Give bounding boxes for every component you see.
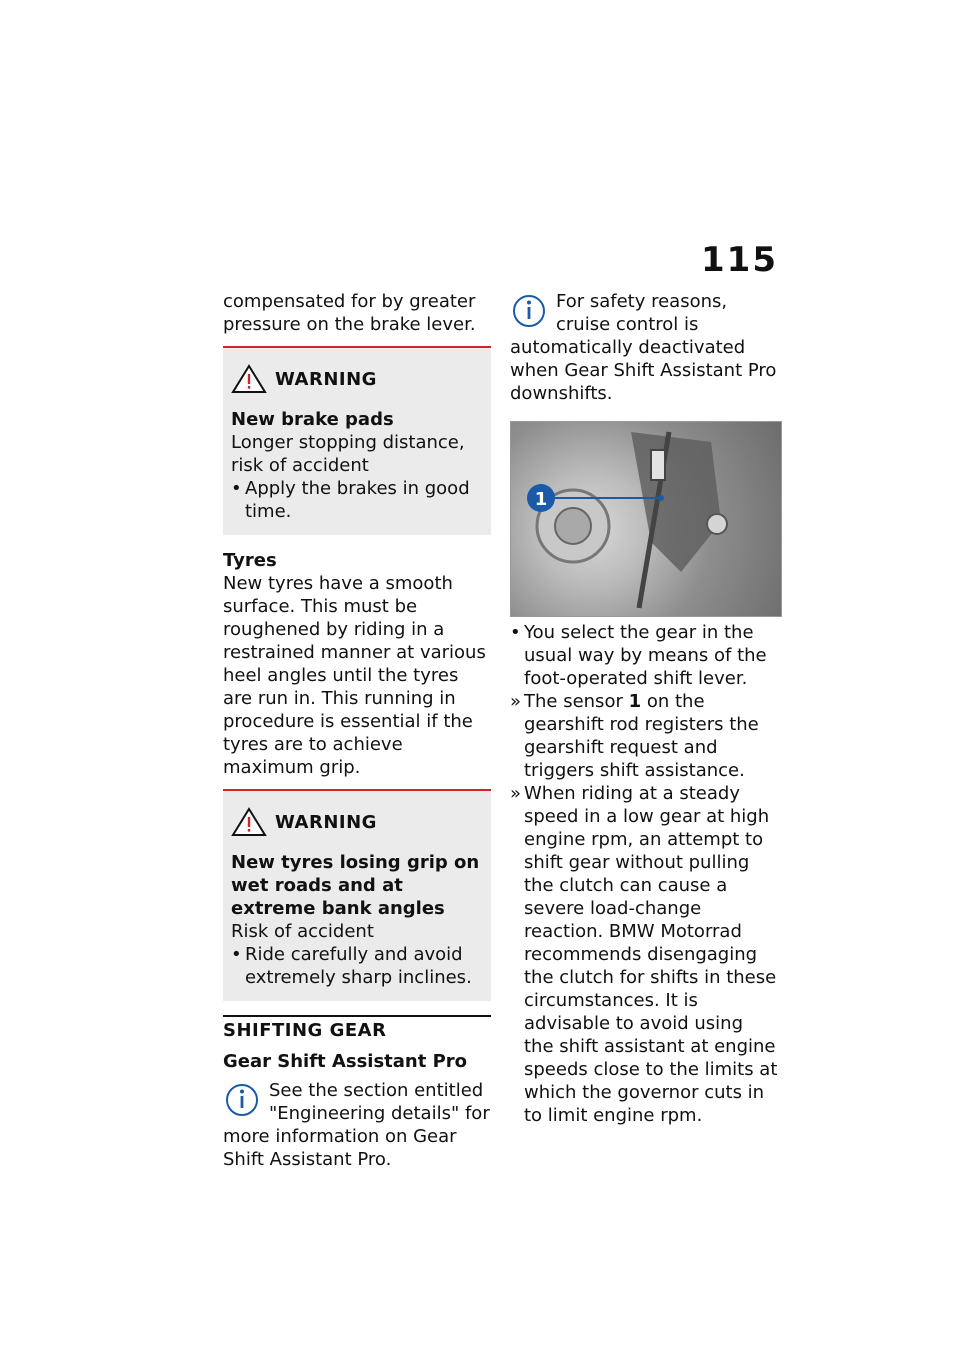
info-note xyxy=(223,1079,491,1171)
info-text: For safety reasons, cruise control is automatically deactivated when Gear Shift Assistant Pro downshifts. xyxy=(510,291,777,404)
tyres-heading: Tyres xyxy=(223,550,277,571)
warning-action: • Ride carefully and avoid extremely sharp inclines. xyxy=(231,943,483,989)
result-list xyxy=(510,690,778,1127)
tyres-text: New tyres have a smooth surface. This must be roughened by riding in a restrained manner at various heel angles until the tyres are run in. This running in procedure is essential if the tyres are to achieve maximum grip. xyxy=(223,573,486,778)
warning-box-tyres xyxy=(223,791,491,1001)
engine-illustration xyxy=(511,422,781,616)
left-column xyxy=(223,290,491,1171)
action-list xyxy=(510,621,778,690)
callout-number: 1 xyxy=(534,489,548,510)
result-item: » When riding at a steady speed in a low gear at high engine rpm, an attempt to shift gear without pulling the clutch can cause a severe load-change reaction. BMW Motorrad recommends disengaging the clutch for shifts in these circumstances. It is advisable to avoid using the shift assistant at engine speeds close to the limits at which the governor cuts in to limit engine rpm. xyxy=(510,782,778,1127)
warning-text: Risk of accident xyxy=(231,921,374,942)
action-item: • You select the gear in the usual way by means of the foot-operated shift lever. xyxy=(510,621,778,690)
result-item xyxy=(510,690,778,782)
intro-text: compensated for by greater pressure on the brake lever. xyxy=(223,291,476,335)
warning-box-brake-pads xyxy=(223,348,491,535)
warning-triangle-icon xyxy=(231,364,267,394)
result-text: on the gearshift rod registers the gearshift request and triggers shift assistance. xyxy=(524,691,759,781)
result-text: The sensor xyxy=(524,691,629,712)
right-column xyxy=(510,290,778,1127)
warning-text: Longer stopping distance, risk of accident xyxy=(231,432,465,476)
sensor-ref: 1 xyxy=(628,691,642,712)
warning-triangle-icon xyxy=(231,807,267,837)
warning-heading: New tyres losing grip on wet roads and at extreme bank angles xyxy=(231,852,480,919)
section-title: SHIFTING GEAR xyxy=(223,1020,387,1041)
gearshift-sensor-photo xyxy=(510,421,782,617)
info-text: See the section entitled "Engineering details" for more information on Gear Shift Assistant Pro. xyxy=(223,1080,490,1170)
info-icon xyxy=(510,292,552,330)
section-rule xyxy=(223,1015,491,1017)
warning-actions xyxy=(231,943,483,989)
info-note xyxy=(510,290,778,405)
warning-actions xyxy=(231,477,483,523)
sub-title: Gear Shift Assistant Pro xyxy=(223,1051,468,1072)
warning-heading: New brake pads xyxy=(231,409,394,430)
page-number: 115 xyxy=(701,240,778,280)
warning-action: • Apply the brakes in good time. xyxy=(231,477,483,523)
warning-title: WARNING xyxy=(275,811,377,833)
warning-header xyxy=(231,364,483,394)
info-icon xyxy=(223,1081,265,1119)
warning-title: WARNING xyxy=(275,368,377,390)
warning-header xyxy=(231,807,483,837)
